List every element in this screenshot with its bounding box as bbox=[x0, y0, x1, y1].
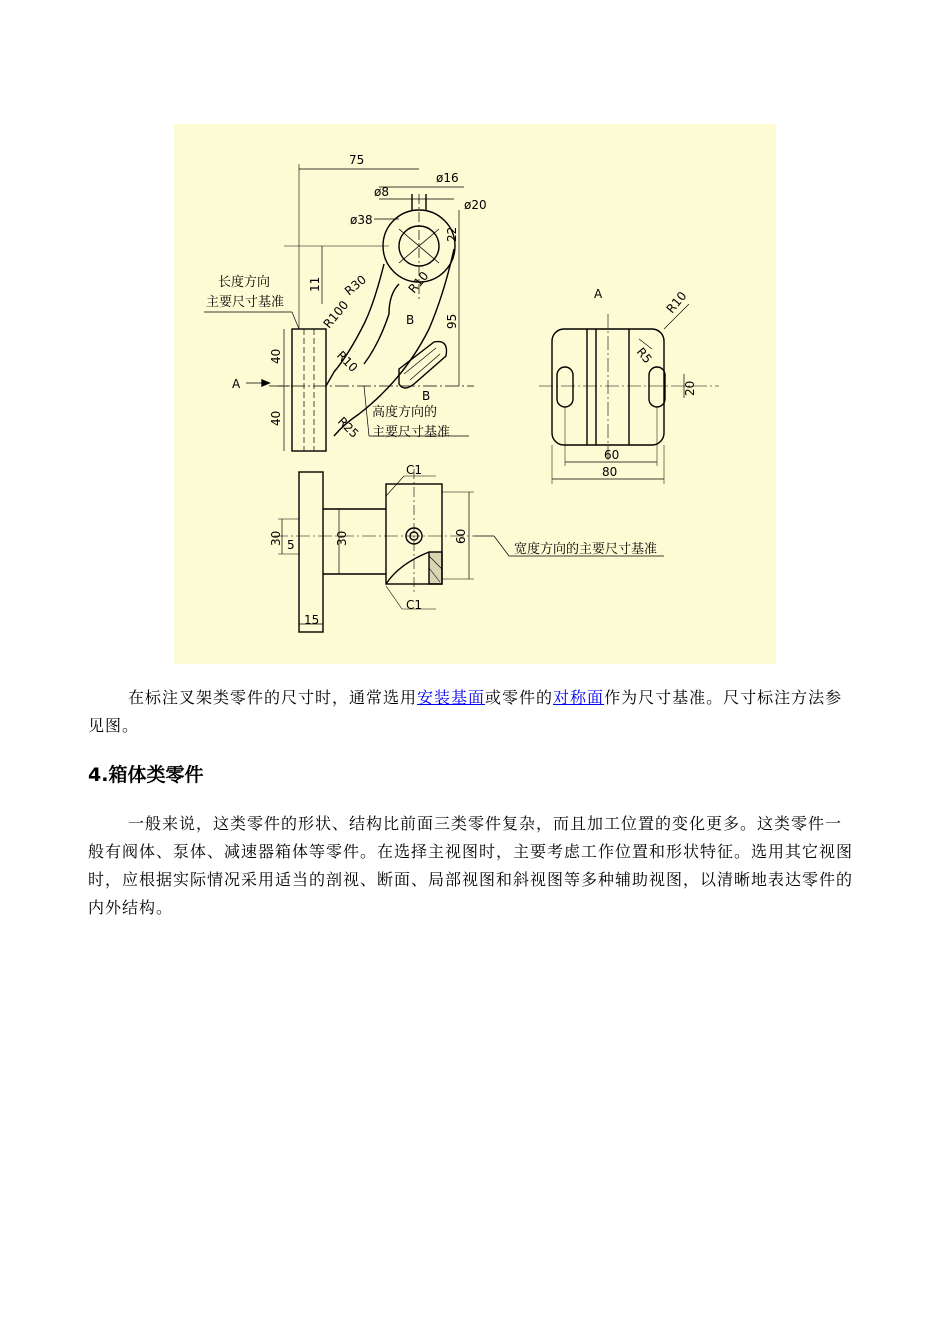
label-view-a: A bbox=[594, 287, 603, 301]
slot-left bbox=[557, 367, 573, 407]
label-dim-phi38: ø38 bbox=[350, 213, 373, 227]
label-dim-40-top: 40 bbox=[269, 348, 283, 364]
label-arrow-a: A bbox=[232, 377, 241, 391]
note-length-line2: 主要尺寸基准 bbox=[206, 295, 285, 310]
label-dim-95: 95 bbox=[445, 313, 459, 329]
label-dim-phi20: ø20 bbox=[464, 198, 487, 212]
label-dim-r10-top: R10 bbox=[405, 268, 432, 296]
label-b-top: B bbox=[406, 313, 415, 327]
label-dim-75: 75 bbox=[349, 153, 365, 167]
bottom-flange bbox=[299, 472, 323, 632]
label-dim-r5: R5 bbox=[633, 344, 655, 367]
paragraph1-text-c: 作为尺寸基准。尺寸标注方法参见图。 bbox=[88, 688, 843, 735]
label-dim-11: 11 bbox=[308, 276, 322, 292]
section-body: 一般来说，这类零件的形状、结构比前面三类零件复杂，而且加工位置的变化更多。这类零件一般有阀体、泵体、减速器箱体等零件。在选择主视图时，主要考虑工作位置和形状特征。选用其它视图时，应根据实际情况采用适当的剖视、断面、局部视图和斜视图等多种辅助视图，以清晰地表达零件的内外结构。 bbox=[88, 814, 854, 917]
rib-section bbox=[399, 342, 447, 388]
label-dim-60-side: 60 bbox=[604, 448, 620, 462]
note-length-line1: 长度方向 bbox=[218, 275, 271, 290]
paragraph1-text-b: 或零件的 bbox=[485, 688, 554, 707]
label-dim-5: 5 bbox=[287, 538, 295, 552]
paragraph-dimension-datum bbox=[88, 684, 856, 740]
note-height-line2: 主要尺寸基准 bbox=[372, 425, 451, 440]
label-dim-15: 15 bbox=[304, 613, 320, 627]
paragraph1-text-a: 在标注叉架类零件的尺寸时，通常选用 bbox=[128, 688, 418, 707]
label-dim-20: 20 bbox=[683, 380, 697, 396]
label-dim-c1-bottom: C1 bbox=[406, 598, 423, 612]
note-height-line1: 高度方向的 bbox=[372, 405, 438, 420]
label-dim-22: 22 bbox=[445, 226, 459, 242]
link-symmetry-plane[interactable]: 对称面 bbox=[553, 688, 605, 707]
fork-bracket-drawing bbox=[174, 124, 776, 664]
base-plate bbox=[292, 329, 326, 451]
section-heading: 4.箱体类零件 bbox=[88, 764, 204, 786]
label-dim-r10-left: R10 bbox=[333, 348, 361, 375]
label-dim-r25: R25 bbox=[334, 414, 362, 441]
link-mounting-face[interactable]: 安装基面 bbox=[417, 688, 486, 707]
label-dim-30: 30 bbox=[269, 530, 283, 546]
label-b-bottom: B bbox=[422, 389, 431, 403]
label-dim-r30: R30 bbox=[341, 272, 370, 299]
label-dim-80: 80 bbox=[602, 465, 618, 479]
label-dim-phi8: ø8 bbox=[374, 185, 389, 199]
note-width: 宽度方向的主要尺寸基准 bbox=[514, 542, 658, 557]
label-dim-c1-top: C1 bbox=[406, 463, 423, 477]
label-dim-60-vert: 60 bbox=[454, 528, 468, 544]
label-dim-r10-side: R10 bbox=[663, 288, 690, 316]
technical-drawing-svg bbox=[174, 124, 776, 664]
label-dim-phi16: ø16 bbox=[436, 171, 459, 185]
slot-right bbox=[649, 367, 665, 407]
label-dim-30-inner: 30 bbox=[335, 530, 349, 546]
label-dim-r100: R100 bbox=[320, 297, 352, 331]
label-dim-40-bottom: 40 bbox=[269, 410, 283, 426]
